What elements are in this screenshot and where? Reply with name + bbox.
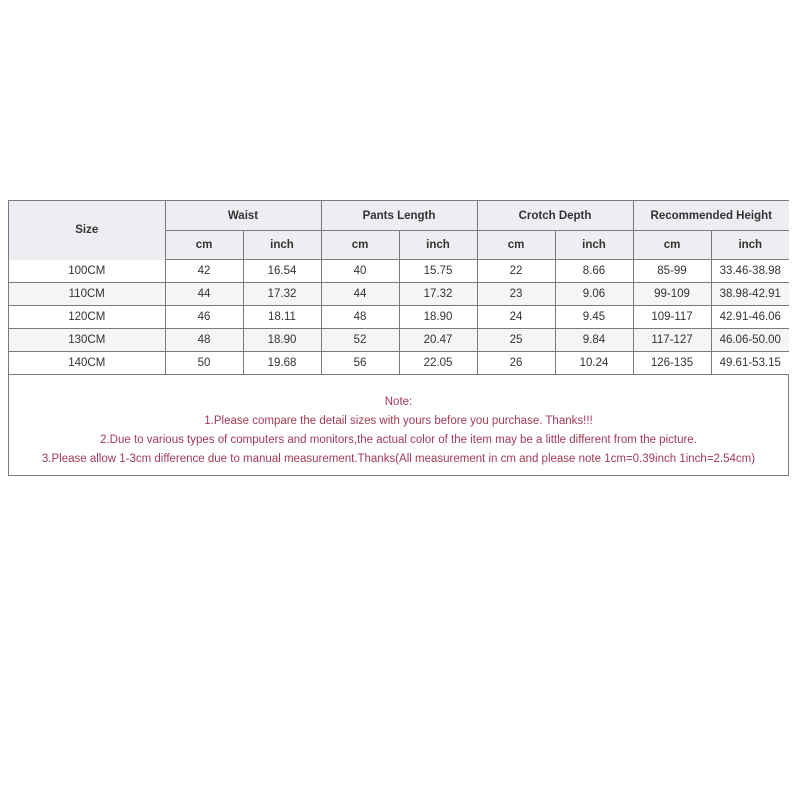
- value-cell: 8.66: [555, 260, 633, 283]
- group-header-waist: Waist: [165, 201, 321, 231]
- value-cell: 56: [321, 352, 399, 375]
- value-cell: 24: [477, 306, 555, 329]
- table-row: [9, 260, 789, 283]
- value-cell: 48: [321, 306, 399, 329]
- value-cell: 99-109: [633, 283, 711, 306]
- value-cell: 126-135: [633, 352, 711, 375]
- size-table: [9, 201, 789, 375]
- value-cell: 49.61-53.15: [711, 352, 789, 375]
- value-cell: 18.11: [243, 306, 321, 329]
- table-row: [9, 306, 789, 329]
- unit-header: cm: [477, 231, 555, 260]
- value-cell: 109-117: [633, 306, 711, 329]
- notes-section: [9, 375, 788, 475]
- value-cell: 42.91-46.06: [711, 306, 789, 329]
- unit-header: inch: [711, 231, 789, 260]
- size-cell: 120CM: [9, 306, 165, 329]
- value-cell: 117-127: [633, 329, 711, 352]
- value-cell: 26: [477, 352, 555, 375]
- unit-header: inch: [243, 231, 321, 260]
- note-line-2: 2.Due to various types of computers and monitors,the actual color of the item may be a little different from the picture.: [100, 434, 697, 446]
- value-cell: 40: [321, 260, 399, 283]
- value-cell: 48: [165, 329, 243, 352]
- value-cell: 52: [321, 329, 399, 352]
- size-cell: 140CM: [9, 352, 165, 375]
- value-cell: 22: [477, 260, 555, 283]
- value-cell: 38.98-42.91: [711, 283, 789, 306]
- value-cell: 50: [165, 352, 243, 375]
- unit-header: inch: [399, 231, 477, 260]
- value-cell: 19.68: [243, 352, 321, 375]
- size-cell: 100CM: [9, 260, 165, 283]
- value-cell: 85-99: [633, 260, 711, 283]
- table-row: [9, 329, 789, 352]
- unit-header: cm: [633, 231, 711, 260]
- unit-header: cm: [165, 231, 243, 260]
- value-cell: 44: [321, 283, 399, 306]
- size-cell: 130CM: [9, 329, 165, 352]
- value-cell: 15.75: [399, 260, 477, 283]
- notes-title: Note:: [384, 396, 413, 408]
- group-header-crotch-depth: Crotch Depth: [477, 201, 633, 231]
- value-cell: 18.90: [399, 306, 477, 329]
- value-cell: 16.54: [243, 260, 321, 283]
- table-row: [9, 283, 789, 306]
- size-header: Size: [9, 201, 165, 260]
- value-cell: 22.05: [399, 352, 477, 375]
- value-cell: 17.32: [399, 283, 477, 306]
- value-cell: 42: [165, 260, 243, 283]
- value-cell: 18.90: [243, 329, 321, 352]
- value-cell: 9.45: [555, 306, 633, 329]
- value-cell: 25: [477, 329, 555, 352]
- value-cell: 33.46-38.98: [711, 260, 789, 283]
- value-cell: 9.84: [555, 329, 633, 352]
- unit-header: inch: [555, 231, 633, 260]
- value-cell: 44: [165, 283, 243, 306]
- unit-header: cm: [321, 231, 399, 260]
- value-cell: 10.24: [555, 352, 633, 375]
- table-row: [9, 352, 789, 375]
- size-chart: [8, 200, 789, 476]
- group-header-pants-length: Pants Length: [321, 201, 477, 231]
- note-line-3: 3.Please allow 1-3cm difference due to manual measurement.Thanks(All measurement in cm and please note 1cm=0.39inch 1inch=2.54cm): [41, 453, 756, 465]
- value-cell: 17.32: [243, 283, 321, 306]
- value-cell: 46.06-50.00: [711, 329, 789, 352]
- value-cell: 9.06: [555, 283, 633, 306]
- group-header-recommended-height: Recommended Height: [633, 201, 789, 231]
- note-line-1: 1.Please compare the detail sizes with yours before you purchase. Thanks!!!: [204, 415, 593, 427]
- value-cell: 20.47: [399, 329, 477, 352]
- size-cell: 110CM: [9, 283, 165, 306]
- value-cell: 46: [165, 306, 243, 329]
- value-cell: 23: [477, 283, 555, 306]
